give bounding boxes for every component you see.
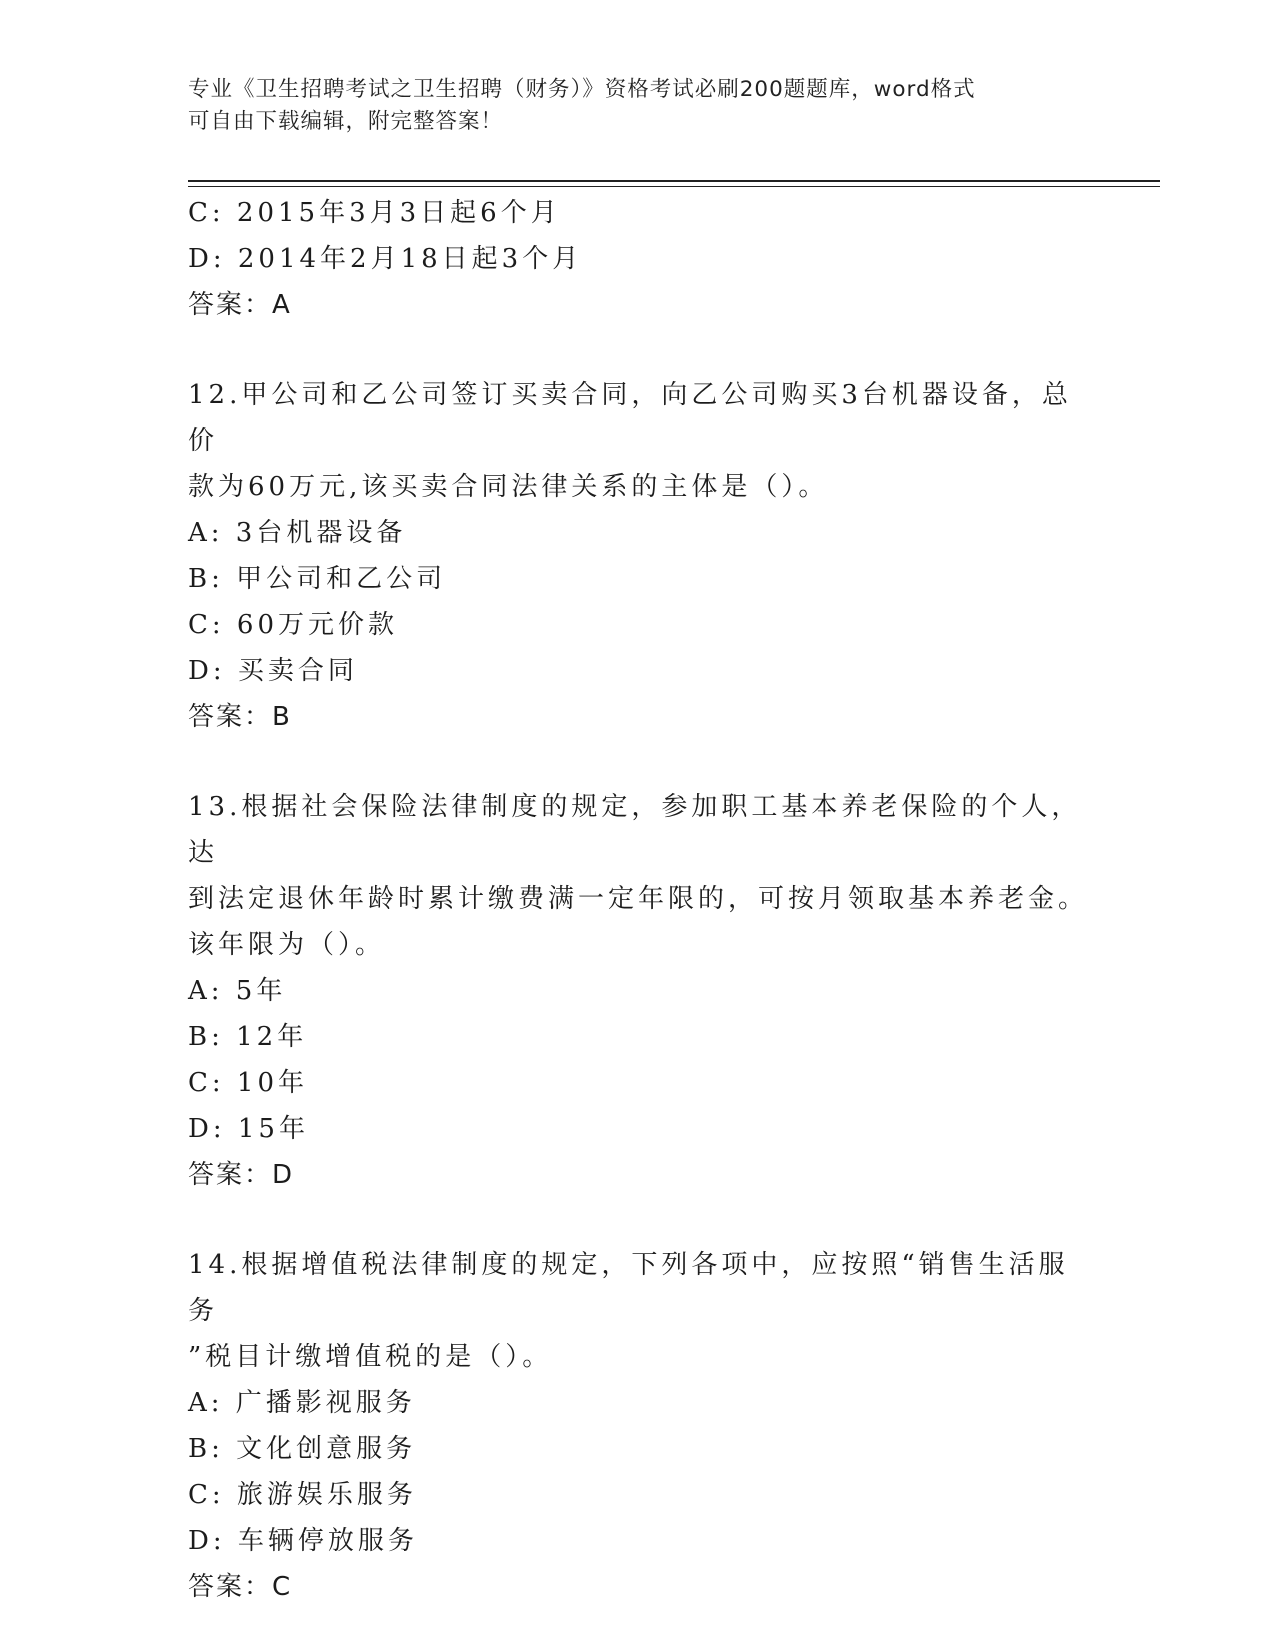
answer-line: 答案：B [188, 702, 292, 732]
question-text-line: ”税目计缴增值税的是（）。 [188, 1342, 553, 1372]
option-d: D: 15年 [188, 1114, 309, 1144]
option-d: D: 2014年2月18日起3个月 [188, 244, 583, 274]
question-text-line: 14.根据增值税法律制度的规定，下列各项中，应按照“销售生活服务 [188, 1250, 1069, 1326]
answer-line: 答案：A [188, 290, 292, 320]
header-rule-thin [188, 186, 1160, 187]
header-line-1: 专业《卫生招聘考试之卫生招聘（财务）》资格考试必刷200题题库，word格式 [188, 77, 976, 102]
option-c: C: 旅游娱乐服务 [188, 1480, 417, 1510]
question-13 [188, 784, 1088, 1198]
answer-line: 答案：C [188, 1572, 293, 1602]
option-c: C: 60万元价款 [188, 610, 399, 640]
question-14 [188, 1242, 1088, 1610]
option-b: B: 文化创意服务 [188, 1434, 417, 1464]
question-text-line: 该年限为（）。 [188, 930, 386, 960]
option-c: C: 10年 [188, 1068, 309, 1098]
option-a: A: 3台机器设备 [188, 518, 407, 548]
question-text-line: 13.根据社会保险法律制度的规定，参加职工基本养老保险的个人，达 [188, 792, 1082, 868]
document-header [188, 74, 1068, 138]
header-rule-thick [188, 180, 1160, 182]
option-d: D: 买卖合同 [188, 656, 358, 686]
document-body [188, 190, 1088, 1610]
option-a: A: 5年 [188, 976, 287, 1006]
question-text-line: 款为60万元,该买卖合同法律关系的主体是（）。 [188, 472, 829, 502]
option-c: C: 2015年3月3日起6个月 [188, 198, 561, 228]
option-b: B: 甲公司和乙公司 [188, 564, 447, 594]
answer-line: 答案：D [188, 1160, 295, 1190]
question-12 [188, 372, 1088, 740]
header-line-2: 可自由下载编辑，附完整答案！ [188, 109, 504, 134]
question-text-line: 到法定退休年龄时累计缴费满一定年限的，可按月领取基本养老金。 [188, 884, 1089, 914]
question-text-line: 12.甲公司和乙公司签订买卖合同，向乙公司购买3台机器设备，总价 [188, 380, 1072, 456]
option-b: B: 12年 [188, 1022, 308, 1052]
option-d: D: 车辆停放服务 [188, 1526, 418, 1556]
prev-question-tail [188, 190, 1088, 328]
option-a: A: 广播影视服务 [188, 1388, 416, 1418]
